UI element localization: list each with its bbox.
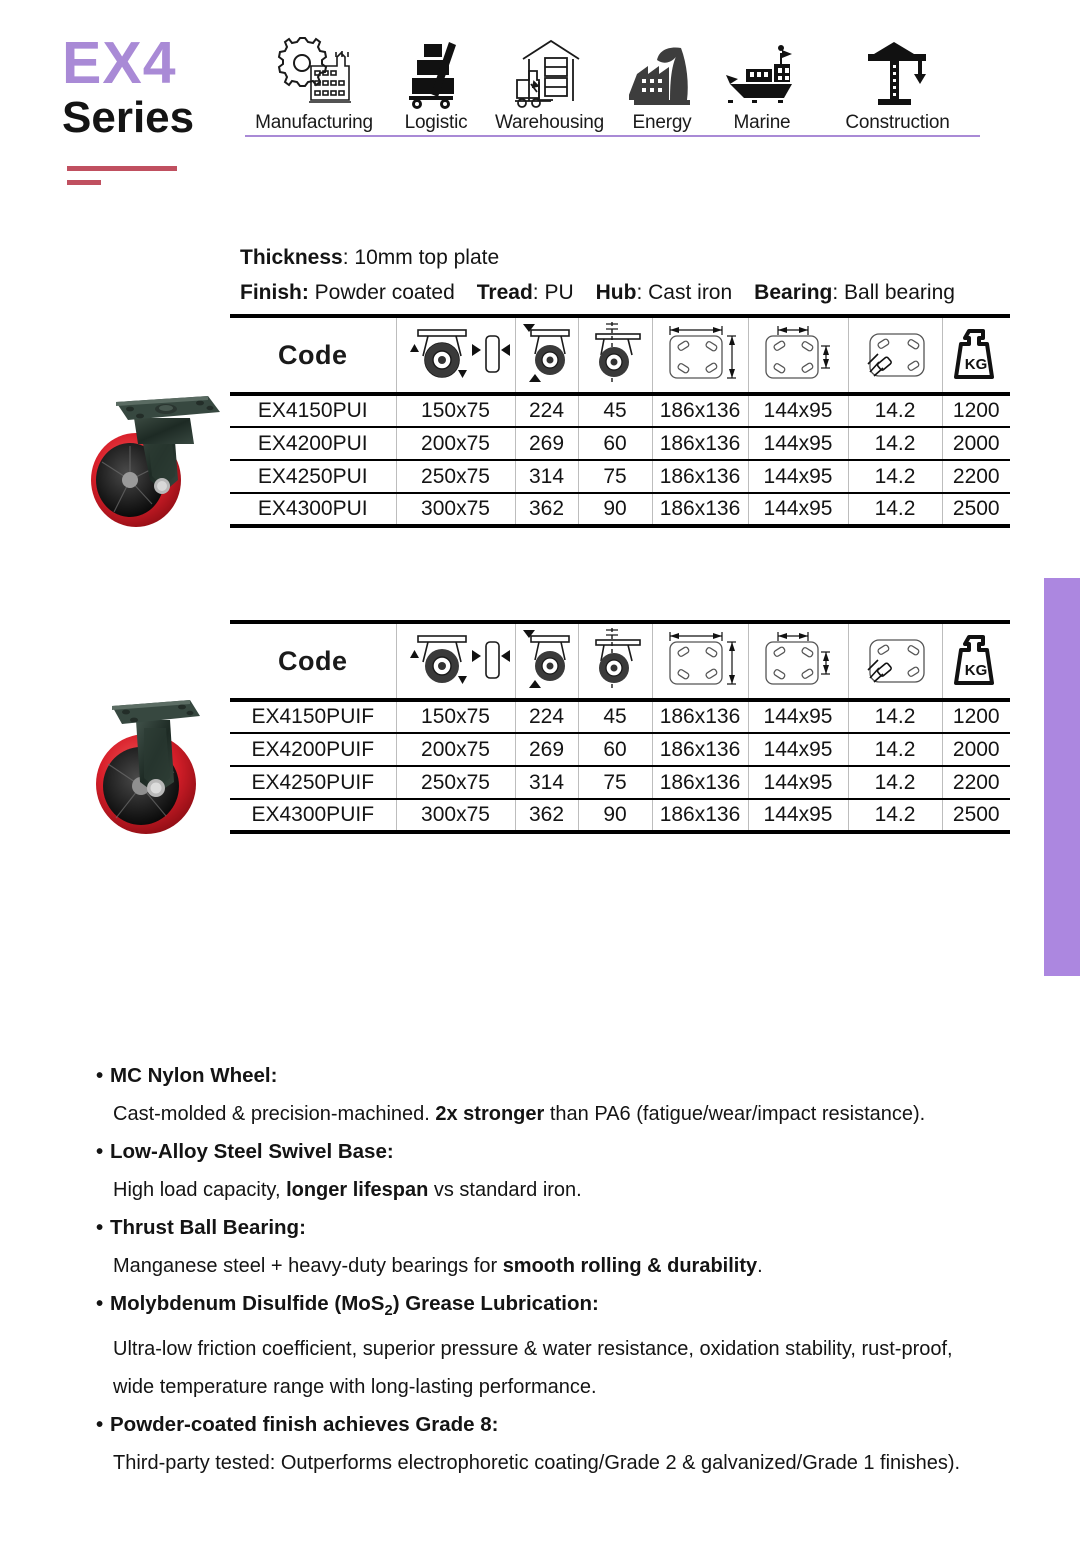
cell-load: 2200 xyxy=(942,460,1010,493)
cell-plate: 186x136 xyxy=(652,733,748,766)
cell-bolt: 14.2 xyxy=(848,427,942,460)
feature-body2-text: wide temperature range with long-lasting performance. xyxy=(113,1376,597,1399)
code-header-label: Code xyxy=(278,645,348,676)
table-row xyxy=(230,733,1010,766)
cell-offset: 75 xyxy=(578,460,652,493)
table-row xyxy=(230,493,1010,526)
brand-rule-short xyxy=(67,180,101,185)
column-header-code xyxy=(230,622,396,700)
spec-bearing-label: Bearing xyxy=(754,281,833,304)
cell-bolt: 14.2 xyxy=(848,394,942,427)
feature-body xyxy=(96,1444,1071,1482)
cell-offset: 90 xyxy=(578,799,652,832)
cell-wheel: 250x75 xyxy=(396,460,515,493)
feature-body xyxy=(96,1095,1071,1133)
cell-holes: 144x95 xyxy=(748,799,848,832)
feature-heading xyxy=(96,1057,1071,1095)
swivel-table-body xyxy=(230,394,1010,526)
cell-holes: 144x95 xyxy=(748,394,848,427)
feature-heading-subscript: 2 xyxy=(384,1303,393,1320)
cell-holes: 144x95 xyxy=(748,700,848,733)
feature-low-alloy-steel-swivel-base xyxy=(96,1133,1071,1209)
feature-body-line2 xyxy=(96,1368,1071,1406)
table-row xyxy=(230,700,1010,733)
column-header-bolt-hole-diameter xyxy=(848,316,942,394)
cell-wheel: 200x75 xyxy=(396,733,515,766)
cell-holes: 144x95 xyxy=(748,460,848,493)
column-header-swivel-radius xyxy=(578,316,652,394)
column-header-overall-height xyxy=(515,316,578,394)
forklift-warehouse-icon xyxy=(482,32,617,110)
feature-heading-pre: Molybdenum Disulfide (MoS xyxy=(110,1292,385,1315)
cell-plate: 186x136 xyxy=(652,700,748,733)
feature-body-bold: smooth rolling & durability xyxy=(502,1255,758,1277)
cell-plate: 186x136 xyxy=(652,799,748,832)
industry-energy xyxy=(617,32,707,134)
spec-finish-line xyxy=(240,281,1010,305)
cell-load: 2500 xyxy=(952,803,1000,826)
cell-height: 224 xyxy=(515,394,578,427)
brand-series-word: Series xyxy=(62,93,195,142)
column-header-overall-height xyxy=(515,622,578,700)
cell-height: 269 xyxy=(515,427,578,460)
fixed-caster-photo xyxy=(78,692,228,842)
industry-label: Energy xyxy=(632,112,692,133)
feature-heading xyxy=(96,1133,1071,1171)
feature-mc-nylon-wheel xyxy=(96,1057,1071,1133)
cell-wheel: 150x75 xyxy=(396,700,515,733)
cell-code: EX4300PUI xyxy=(230,493,396,526)
feature-heading-text: MC Nylon Wheel: xyxy=(110,1064,278,1087)
cell-height: 314 xyxy=(515,766,578,799)
column-header-wheel-size xyxy=(396,316,515,394)
swivel-caster-table xyxy=(230,314,1010,528)
column-header-bolt-hole-diameter xyxy=(848,622,942,700)
column-header-wheel-size xyxy=(396,622,515,700)
cell-holes: 144x95 xyxy=(748,733,848,766)
cell-code: EX4250PUI xyxy=(230,460,396,493)
industry-construction xyxy=(815,32,980,134)
industry-icon-row xyxy=(245,32,980,140)
spec-hub-value: : Cast iron xyxy=(636,281,733,304)
spec-hub-label: Hub xyxy=(595,281,637,304)
cell-bolt: 14.2 xyxy=(848,460,942,493)
feature-body-post: . xyxy=(757,1255,763,1277)
industry-logistic xyxy=(387,32,485,134)
table-row xyxy=(230,427,1010,460)
spec-tread-value: : PU xyxy=(532,281,574,304)
cell-bolt: 14.2 xyxy=(848,493,942,526)
bullet-icon: • xyxy=(96,1064,104,1087)
cell-bolt: 14.2 xyxy=(848,799,942,832)
feature-heading-post: ) Grease Lubrication: xyxy=(392,1292,599,1315)
industry-label: Construction xyxy=(845,112,950,133)
swivel-caster-photo xyxy=(78,388,228,538)
cell-offset: 75 xyxy=(578,766,652,799)
spec-thickness-line xyxy=(240,246,1010,270)
feature-body xyxy=(96,1171,1071,1209)
cell-plate: 186x136 xyxy=(652,766,748,799)
bullet-icon: • xyxy=(96,1292,104,1315)
column-header-top-plate-size xyxy=(652,316,748,394)
cargo-ship-icon xyxy=(707,32,817,110)
cell-code: EX4200PUI xyxy=(230,427,396,460)
feature-body-pre: Cast-molded & precision-machined. xyxy=(113,1103,436,1125)
cell-offset: 60 xyxy=(578,427,652,460)
column-header-top-plate-size xyxy=(652,622,748,700)
feature-heading-text: Low-Alloy Steel Swivel Base: xyxy=(110,1140,394,1163)
bullet-icon: • xyxy=(96,1413,104,1437)
column-header-swivel-radius xyxy=(578,622,652,700)
feature-body-post: than PA6 (fatigue/wear/impact resistance). xyxy=(544,1103,926,1125)
green-factory-leaf-icon xyxy=(617,32,707,110)
cell-code: EX4300PUIF xyxy=(230,799,396,832)
cell-load: 2200 xyxy=(942,766,1010,799)
page-edge-accent-strip xyxy=(1044,578,1080,976)
cell-code: EX4150PUIF xyxy=(230,700,396,733)
feature-body-pre: High load capacity, xyxy=(113,1179,287,1201)
cell-plate: 186x136 xyxy=(652,460,748,493)
cell-offset: 90 xyxy=(578,493,652,526)
cell-code: EX4200PUIF xyxy=(230,733,396,766)
cell-height: 362 xyxy=(515,493,578,526)
cell-height: 362 xyxy=(515,799,578,832)
spec-finish-value: Powder coated xyxy=(314,281,455,304)
cell-bolt: 14.2 xyxy=(848,700,942,733)
cell-bolt: 14.2 xyxy=(848,733,942,766)
kg-label: KG xyxy=(965,661,988,679)
cell-load: 2500 xyxy=(952,497,1000,520)
cell-code: EX4150PUI xyxy=(230,394,396,427)
brand-rule-long xyxy=(67,166,177,171)
cell-load: 2000 xyxy=(942,733,1010,766)
industry-label: Logistic xyxy=(404,112,468,133)
features-list xyxy=(96,1057,1071,1482)
cell-load: 2000 xyxy=(942,427,1010,460)
spec-finish-label: Finish: xyxy=(240,281,309,304)
feature-mos2-grease-lubrication xyxy=(96,1285,1071,1406)
spec-tread-label: Tread xyxy=(476,281,533,304)
cell-height: 314 xyxy=(515,460,578,493)
feature-body xyxy=(96,1330,1071,1368)
cell-load: 1200 xyxy=(942,394,1010,427)
column-header-load-capacity xyxy=(942,316,1010,394)
bullet-icon: • xyxy=(96,1216,104,1239)
feature-heading xyxy=(96,1406,1071,1444)
spec-thickness-label: Thickness xyxy=(240,246,343,269)
table-row xyxy=(230,799,1010,832)
cell-offset: 60 xyxy=(578,733,652,766)
code-header-label: Code xyxy=(278,339,348,370)
table-header-row xyxy=(230,316,1010,394)
feature-body-post: vs standard iron. xyxy=(428,1179,582,1201)
brand-block xyxy=(62,30,242,142)
cell-height: 224 xyxy=(515,700,578,733)
table-row xyxy=(230,460,1010,493)
cell-offset: 45 xyxy=(578,700,652,733)
cell-plate: 186x136 xyxy=(652,427,748,460)
column-header-code xyxy=(230,316,396,394)
table-header-row xyxy=(230,622,1010,700)
cell-offset: 45 xyxy=(578,394,652,427)
cell-wheel: 250x75 xyxy=(396,766,515,799)
industry-label: Marine xyxy=(733,112,791,133)
kg-label: KG xyxy=(965,355,988,373)
industry-label: Warehousing xyxy=(494,112,605,133)
industry-marine xyxy=(707,32,817,134)
brand-series-code: EX4 xyxy=(62,30,177,96)
cell-holes: 144x95 xyxy=(748,766,848,799)
page-header xyxy=(0,0,1080,200)
cell-bolt: 14.2 xyxy=(848,766,942,799)
cell-holes: 144x95 xyxy=(748,427,848,460)
column-header-bolt-hole-spacing xyxy=(748,316,848,394)
feature-heading-text: Powder-coated finish achieves Grade 8: xyxy=(110,1413,499,1437)
crane-icon xyxy=(815,32,980,110)
fixed-caster-table xyxy=(230,620,1010,834)
cell-plate: 186x136 xyxy=(652,394,748,427)
fixed-table-body xyxy=(230,700,1010,832)
feature-body-pre: Third-party tested: Outperforms electrophoretic coating/Grade 2 & galvanized/Grade 1 finishes). xyxy=(113,1452,961,1475)
table-row xyxy=(230,394,1010,427)
bullet-icon: • xyxy=(96,1140,104,1163)
feature-heading xyxy=(96,1285,1071,1330)
industry-warehousing xyxy=(482,32,617,134)
cell-wheel: 300x75 xyxy=(396,493,515,526)
cell-load: 1200 xyxy=(942,700,1010,733)
feature-body-pre: Ultra-low friction coefficient, superior pressure & water resistance, oxidation stability, rust-proof, xyxy=(113,1338,953,1361)
cell-height: 269 xyxy=(515,733,578,766)
industry-manufacturing xyxy=(245,32,383,134)
industry-label: Manufacturing xyxy=(255,112,373,133)
cell-wheel: 200x75 xyxy=(396,427,515,460)
column-header-bolt-hole-spacing xyxy=(748,622,848,700)
feature-heading-text: Thrust Ball Bearing: xyxy=(110,1216,306,1239)
hand-truck-icon xyxy=(387,32,485,110)
feature-body xyxy=(96,1247,1071,1285)
feature-powder-coated-grade-8 xyxy=(96,1406,1071,1482)
spec-thickness-value: : 10mm top plate xyxy=(342,246,500,269)
cell-code: EX4250PUIF xyxy=(230,766,396,799)
feature-body-bold: 2x stronger xyxy=(435,1103,545,1125)
cell-plate: 186x136 xyxy=(652,493,748,526)
cell-wheel: 150x75 xyxy=(396,394,515,427)
table-row xyxy=(230,766,1010,799)
column-header-load-capacity xyxy=(942,622,1010,700)
feature-body-bold: longer lifespan xyxy=(286,1179,429,1201)
cell-wheel: 300x75 xyxy=(396,799,515,832)
feature-heading xyxy=(96,1209,1071,1247)
feature-body-pre: Manganese steel + heavy-duty bearings for xyxy=(113,1255,503,1277)
industry-row-underline xyxy=(245,135,980,137)
cell-holes: 144x95 xyxy=(748,493,848,526)
spec-bearing-value: : Ball bearing xyxy=(832,281,955,304)
factory-gear-icon xyxy=(245,32,383,110)
feature-thrust-ball-bearing xyxy=(96,1209,1071,1285)
